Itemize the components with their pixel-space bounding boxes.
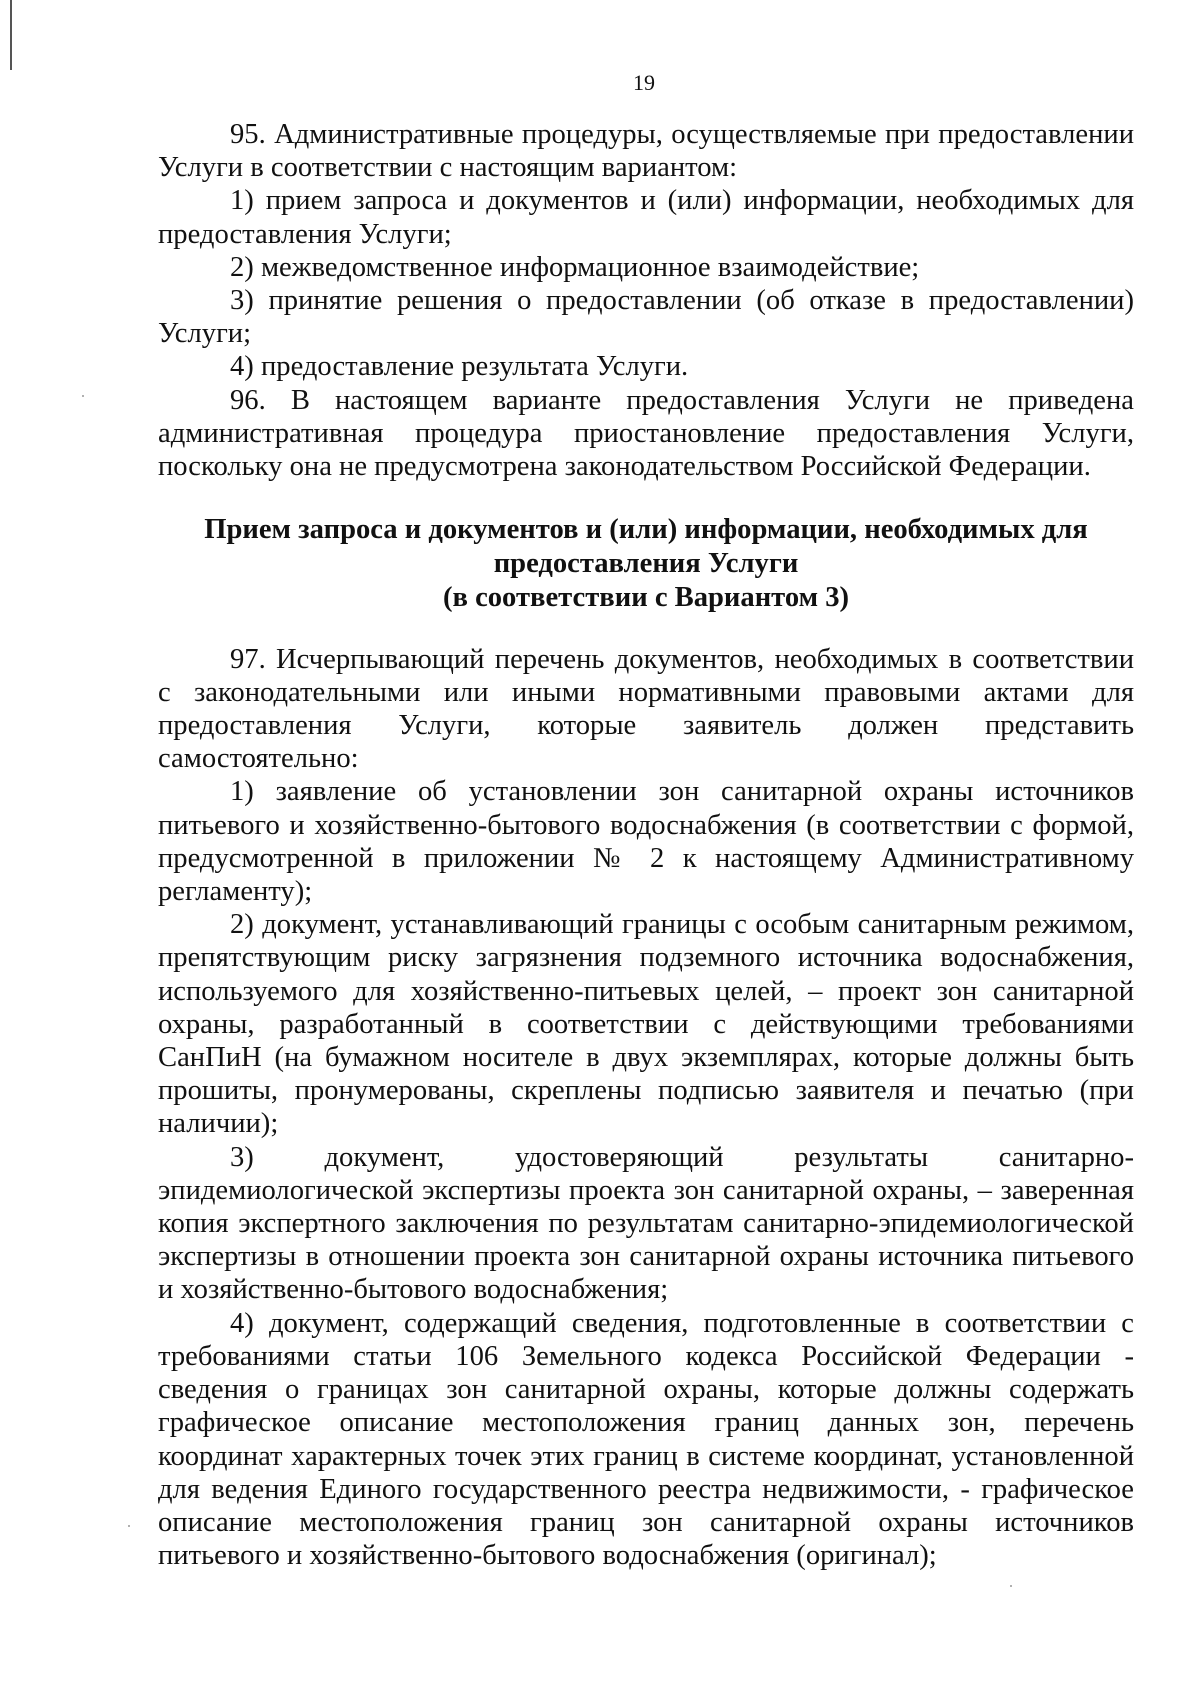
paragraph-97-item-4: 4) документ, содержащий сведения, подготовленные в соответствии с требованиями статьи 106 Земельного кодекса Российской Федерации - сведения о границах зон санитарной охраны, которые должны содержать графическое описание местоположения границ данных зон, перечень координат характерных точек этих границ в системе координат, установленной для ведения Единого государственного реестра недвижимости, - графическое описание местоположения границ зон санитарной охраны источников питьевого и хозяйственно-бытового водоснабжения (оригинал); [158,1307,1134,1572]
section-heading-line-2: (в соответствии с Вариантом 3) [442,581,850,613]
scan-speck [1010,1585,1012,1587]
paragraph-95-item-4: 4) предоставление результата Услуги. [230,351,689,383]
paragraph-95-item-2: 2) межведомственное информационное взаимодействие; [230,251,920,283]
paragraph-97-item-1: 1) заявление об установлении зон санитарной охраны источников питьевого и хозяйственно-бытового водоснабжения (в соответствии с формой, предусмотренной в приложении № 2 к настоящему Административному регламенту); [158,776,1134,908]
paragraph-95: 95. Административные процедуры, осуществляемые при предоставлении Услуги в соответствии с настоящим вариантом: [158,119,1134,184]
paragraph-97-item-2: 2) документ, устанавливающий границы с особым санитарным режимом, препятствующим риску загрязнения подземного источника водоснабжения, используемого для хозяйственно-питьевых целей, – проект зон санитарной охраны, разработанный в соответствии с действующими требованиями СанПиН (на бумажном носителе в двух экземплярах, которые должны быть прошиты, пронумерованы, скреплены подписью заявителя и печатью (при наличии); [158,909,1134,1140]
scan-speck [128,1525,130,1527]
paragraph-95-item-3: 3) принятие решения о предоставлении (об отказе в предоставлении) Услуги; [158,285,1134,350]
scan-speck [82,395,84,397]
page-number: 19 [633,70,655,95]
scan-margin-line [10,0,12,70]
paragraph-95-item-1: 1) прием запроса и документов и (или) информации, необходимых для предоставления Услуги; [158,185,1134,250]
paragraph-96: 96. В настоящем варианте предоставления Услуги не приведена административная процедура приостановление предоставления Услуги, поскольку она не предусмотрена законодательством Российской Федерации. [158,384,1134,483]
section-heading-line-1: Прием запроса и документов и (или) информации, необходимых для предоставления Услуги [204,514,1088,580]
document-body [158,118,1134,1572]
section-heading [158,513,1134,614]
paragraph-97: 97. Исчерпывающий перечень документов, необходимых в соответствии с законодательными или иными нормативными правовыми актами для предоставления Услуги, которые заявитель должен представить самостоятельно: [158,643,1134,775]
paragraph-97-item-3: 3) документ, удостоверяющий результаты санитарно-эпидемиологической экспертизы проекта зон санитарной охраны, – заверенная копия экспертного заключения по результатам санитарно-эпидемиологической экспертизы в отношении проекта зон санитарной охраны источника питьевого и хозяйственно-бытового водоснабжения; [158,1141,1134,1306]
